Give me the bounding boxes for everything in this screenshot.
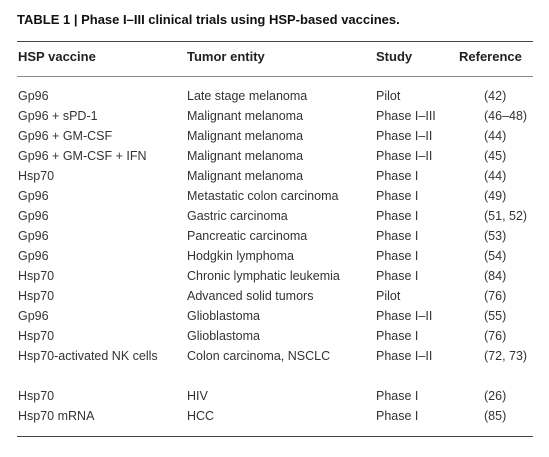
header-rule <box>17 76 533 77</box>
cell-hsp-vaccine: Gp96 + GM-CSF + IFN <box>18 149 147 163</box>
table-row <box>0 246 549 266</box>
cell-tumor-entity: Chronic lymphatic leukemia <box>187 269 340 283</box>
bottom-rule <box>17 436 533 437</box>
cell-tumor-entity: Metastatic colon carcinoma <box>187 189 339 203</box>
cell-study: Phase I–II <box>376 349 433 363</box>
table-row <box>0 146 549 166</box>
cell-hsp-vaccine: Hsp70 <box>18 269 55 283</box>
table-body <box>0 86 549 426</box>
cell-hsp-vaccine: Gp96 + GM-CSF <box>18 129 113 143</box>
table-row <box>0 186 549 206</box>
cell-reference: (76) <box>484 329 507 343</box>
table-row <box>0 406 549 426</box>
cell-reference: (51, 52) <box>484 209 528 223</box>
cell-reference: (45) <box>484 149 507 163</box>
cell-reference: (55) <box>484 309 507 323</box>
cell-reference: (72, 73) <box>484 349 528 363</box>
table-row <box>0 346 549 386</box>
cell-hsp-vaccine: Gp96 <box>18 89 49 103</box>
cell-study: Phase I–II <box>376 149 433 163</box>
cell-tumor-entity: Pancreatic carcinoma <box>187 229 308 243</box>
cell-tumor-entity: Malignant melanoma <box>187 149 304 163</box>
table-caption <box>17 12 400 28</box>
cell-study: Phase I <box>376 209 419 223</box>
table-row <box>0 306 549 326</box>
cell-reference: (42) <box>484 89 507 103</box>
cell-tumor-entity: HCC <box>187 409 215 423</box>
table-row <box>0 226 549 246</box>
cell-reference: (46–48) <box>484 109 528 123</box>
cell-study: Phase I–II <box>376 129 433 143</box>
cell-hsp-vaccine: Hsp70 <box>18 289 55 303</box>
cell-tumor-entity: Malignant melanoma <box>187 129 304 143</box>
cell-reference: (85) <box>484 409 507 423</box>
table-row <box>0 286 549 306</box>
cell-study: Phase I <box>376 189 419 203</box>
cell-tumor-entity: Hodgkin lymphoma <box>187 249 294 263</box>
cell-tumor-entity: Gastric carcinoma <box>187 209 288 223</box>
header-hsp-vaccine: HSP vaccine <box>18 49 96 64</box>
cell-study: Phase I–II <box>376 309 433 323</box>
cell-tumor-entity: Late stage melanoma <box>187 89 308 103</box>
cell-study: Pilot <box>376 289 401 303</box>
table-label: TABLE 1 | <box>17 12 78 27</box>
cell-hsp-vaccine: Hsp70 <box>18 329 55 343</box>
cell-tumor-entity: Glioblastoma <box>187 329 260 343</box>
cell-tumor-entity: Malignant melanoma <box>187 169 304 183</box>
table-row <box>0 106 549 126</box>
cell-tumor-entity: Colon carcinoma, NSCLC <box>187 349 331 363</box>
table-row <box>0 206 549 226</box>
cell-hsp-vaccine: Gp96 <box>18 309 49 323</box>
cell-reference: (44) <box>484 169 507 183</box>
cell-study: Phase I <box>376 249 419 263</box>
cell-study: Phase I <box>376 229 419 243</box>
cell-hsp-vaccine: Hsp70-activated NK cells <box>18 349 158 363</box>
cell-reference: (44) <box>484 129 507 143</box>
cell-reference: (54) <box>484 249 507 263</box>
table-row <box>0 126 549 146</box>
cell-tumor-entity: Glioblastoma <box>187 309 260 323</box>
cell-hsp-vaccine: Hsp70 <box>18 389 55 403</box>
cell-study: Phase I <box>376 269 419 283</box>
table-title: Phase I–III clinical trials using HSP-based vaccines. <box>81 12 400 27</box>
cell-study: Phase I <box>376 169 419 183</box>
cell-study: Phase I <box>376 329 419 343</box>
cell-hsp-vaccine: Gp96 + sPD-1 <box>18 109 98 123</box>
header-reference: Reference <box>459 49 522 64</box>
cell-study: Phase I <box>376 389 419 403</box>
cell-hsp-vaccine: Gp96 <box>18 249 49 263</box>
cell-hsp-vaccine: Hsp70 mRNA <box>18 409 95 423</box>
table-row <box>0 166 549 186</box>
table-header <box>0 49 549 69</box>
header-study: Study <box>376 49 413 64</box>
table-row <box>0 86 549 106</box>
cell-hsp-vaccine: Gp96 <box>18 229 49 243</box>
cell-hsp-vaccine: Hsp70 <box>18 169 55 183</box>
cell-study: Pilot <box>376 89 401 103</box>
cell-tumor-entity: Malignant melanoma <box>187 109 304 123</box>
cell-hsp-vaccine: Gp96 <box>18 209 49 223</box>
top-rule <box>17 41 533 42</box>
cell-study: Phase I–III <box>376 109 436 123</box>
cell-reference: (53) <box>484 229 507 243</box>
table-row <box>0 266 549 286</box>
cell-reference: (84) <box>484 269 507 283</box>
cell-hsp-vaccine: Gp96 <box>18 189 49 203</box>
cell-reference: (26) <box>484 389 507 403</box>
cell-tumor-entity: Advanced solid tumors <box>187 289 314 303</box>
cell-tumor-entity: HIV <box>187 389 208 403</box>
cell-study: Phase I <box>376 409 419 423</box>
cell-reference: (49) <box>484 189 507 203</box>
table-row <box>0 386 549 406</box>
cell-reference: (76) <box>484 289 507 303</box>
table-row <box>0 326 549 346</box>
header-tumor-entity: Tumor entity <box>187 49 265 64</box>
